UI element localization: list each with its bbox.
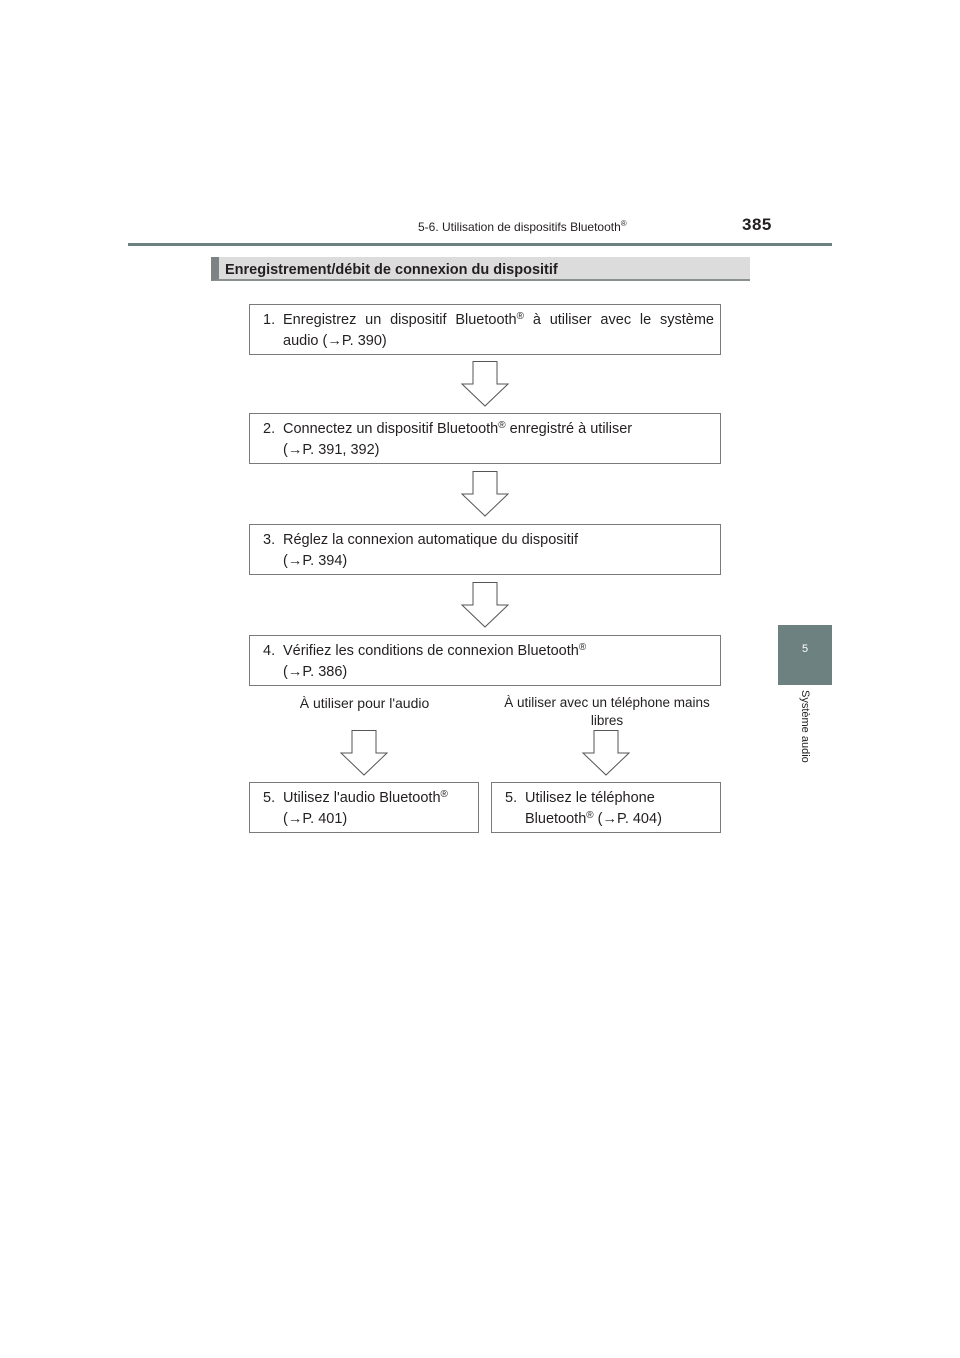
- flow-step-5-audio: [249, 782, 479, 833]
- step-text-line2: [525, 809, 714, 830]
- section-header: [418, 219, 627, 234]
- step-text-line2: (→P. 401): [283, 811, 348, 827]
- step-text-line1: [283, 310, 714, 331]
- branch-label-line2: libres: [590, 713, 624, 728]
- down-arrow-icon: [340, 730, 388, 776]
- down-arrow-icon: [461, 361, 509, 407]
- step-text: Enregistrez un dispositif Bluetooth: [283, 312, 517, 328]
- step-number: 2.: [263, 421, 276, 437]
- step-number: 5.: [263, 790, 276, 806]
- step-number: 1.: [263, 312, 276, 328]
- registered-mark: ®: [586, 810, 594, 821]
- step-number: 5.: [505, 790, 518, 806]
- flow-step-5-phone: [491, 782, 721, 833]
- branch-label-line1: À utiliser avec un téléphone mains: [504, 695, 710, 710]
- step-text-line1: [283, 419, 714, 440]
- registered-mark: ®: [620, 219, 627, 228]
- header-rule: [128, 243, 832, 246]
- down-arrow-icon: [461, 582, 509, 628]
- step-text: Vérifiez les conditions de connexion Bluetooth: [283, 643, 579, 659]
- chapter-title: Système audio: [799, 690, 811, 763]
- branch-label-audio: À utiliser pour l'audio: [299, 695, 430, 711]
- registered-mark: ®: [498, 420, 506, 431]
- page-number: 385: [742, 215, 772, 234]
- step-text-line2: (→P. 391, 392): [283, 442, 380, 458]
- chapter-number: 5: [801, 643, 809, 655]
- registered-mark: ®: [440, 789, 448, 800]
- flow-step-2: [249, 413, 721, 464]
- step-number: 3.: [263, 532, 276, 548]
- step-text-line2: (→P. 394): [283, 553, 348, 569]
- step-text: (→P. 404): [593, 811, 662, 827]
- down-arrow-icon: [461, 471, 509, 517]
- step-text-line1: [283, 641, 714, 662]
- step-text-line1: [283, 788, 472, 809]
- chapter-tab: [778, 625, 832, 685]
- step-text-line2: audio (→P. 390): [283, 333, 387, 349]
- step-text: Bluetooth: [525, 811, 587, 827]
- step-text: enregistré à utiliser: [505, 421, 633, 437]
- step-text-line2: (→P. 386): [283, 664, 348, 680]
- step-text-line1: Utilisez le téléphone: [525, 790, 655, 806]
- flow-step-4: [249, 635, 721, 686]
- flow-step-3: [249, 524, 721, 575]
- step-text: à utiliser avec le système: [524, 312, 714, 328]
- down-arrow-icon: [582, 730, 630, 776]
- flow-step-1: [249, 304, 721, 355]
- section-header-text: 5-6. Utilisation de dispositifs Bluetooth: [418, 220, 621, 234]
- section-title: Enregistrement/débit de connexion du dispositif: [225, 262, 558, 278]
- step-text-line1: Réglez la connexion automatique du dispositif: [283, 532, 579, 548]
- step-text: Utilisez l'audio Bluetooth: [283, 790, 441, 806]
- registered-mark: ®: [578, 642, 587, 653]
- step-number: 4.: [263, 643, 276, 659]
- branch-label-handsfree: [494, 694, 720, 730]
- registered-mark: ®: [516, 311, 524, 322]
- step-text: Connectez un dispositif Bluetooth: [283, 421, 499, 437]
